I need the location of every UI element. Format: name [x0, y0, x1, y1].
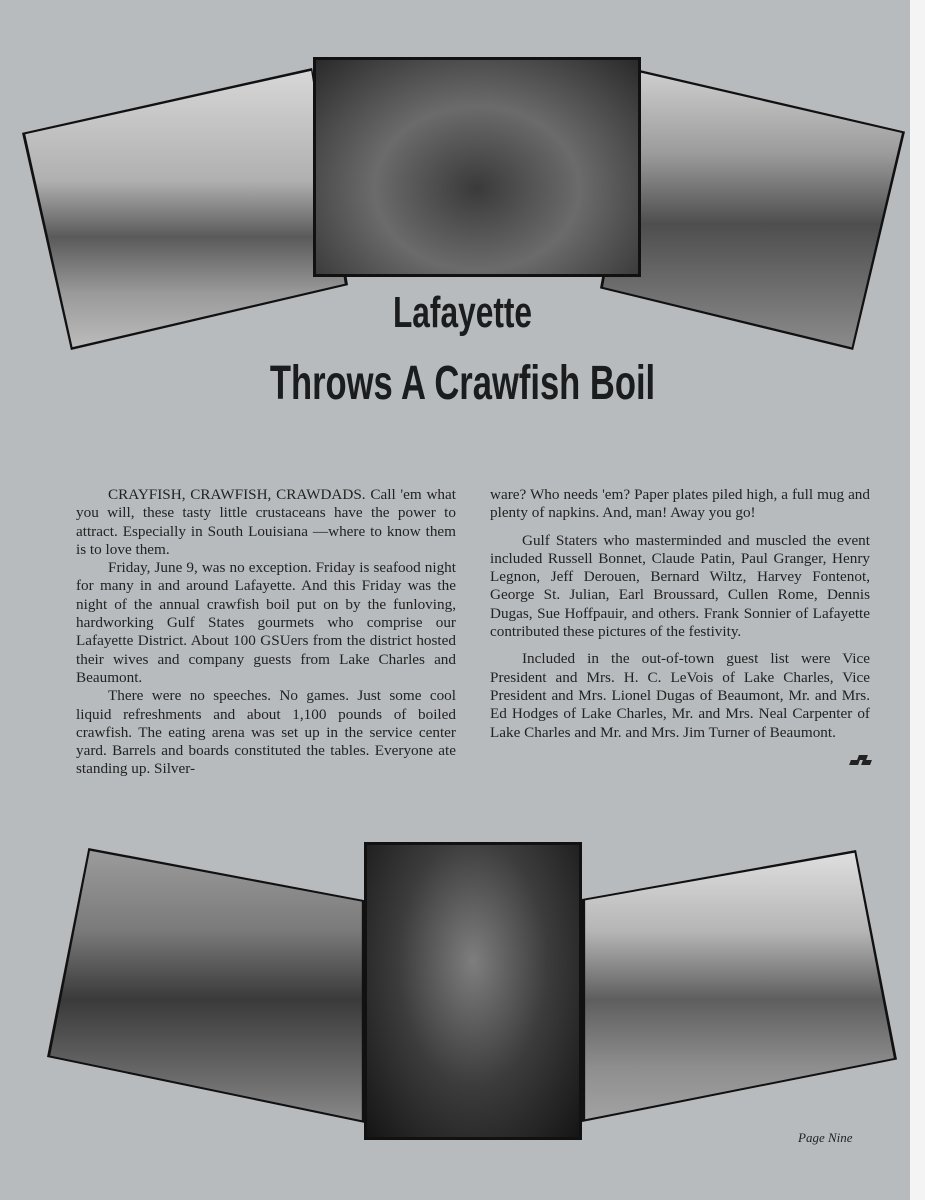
article-column-left [76, 486, 456, 779]
paragraph: Included in the out-of-town guest list were Vice President and Mrs. H. C. LeVois of Lake Charles, Vice President and Mrs. Lionel Dugas of Beaumont, Mr. and Mrs. Ed Hodges of Lake Charles, Mr. and Mrs. Neal Carpenter of Lake Charles and Mr. and Mrs. Jim Turner of Beaumont. [490, 650, 870, 741]
paragraph: Friday, June 9, was no exception. Friday is seafood night for many in and around Lafayette. And this Friday was the night of the annual crawfish boil put on by the funloving, hardworking Gulf States gourmets who comprise our Lafayette District. About 100 GSUers from the district hosted their wives and company guests from Lake Charles and Beaumont. [76, 559, 456, 686]
photo-three-men [364, 842, 582, 1140]
photo-crowd-at-tables [582, 850, 897, 1122]
paragraph: CRAYFISH, CRAWFISH, CRAWDADS. Call 'em what you will, these tasty little crustaceans have the power to attract. Especially in South Louisiana —where to know them is to love them. [76, 486, 456, 558]
paragraph: Gulf Staters who masterminded and muscled the event included Russell Bonnet, Claude Patin, Paul Granger, Henry Legnon, Jeff Derouen, Bernard Wiltz, Harvey Fontenot, George St. Julian, Earl Broussard, Cullen Rome, Dennis Dugas, Sue Hoffpauir, and others. Frank Sonnier of Lafayette contributed these pictures of the festivity. [490, 531, 870, 641]
paragraph: ware? Who needs 'em? Paper plates piled high, a full mug and plenty of napkins. And, man! Away you go! [490, 486, 870, 522]
headline-line-2: Throws A Crawfish Boil [269, 357, 656, 410]
photo-crowd-outside-building [47, 848, 365, 1123]
end-mark-icon [850, 755, 870, 765]
paragraph: There were no speeches. No games. Just some cool liquid refreshments and about 1,100 pounds of boiled crawfish. The eating arena was set up in the service center yard. Barrels and boards constituted the tables. Everyone ate standing up. Silver- [76, 687, 456, 778]
article-column-right [490, 486, 870, 765]
headline-line-1: Lafayette [392, 288, 533, 337]
photo-serving-crawfish [313, 57, 641, 277]
page-number: Page Nine [798, 1130, 853, 1145]
